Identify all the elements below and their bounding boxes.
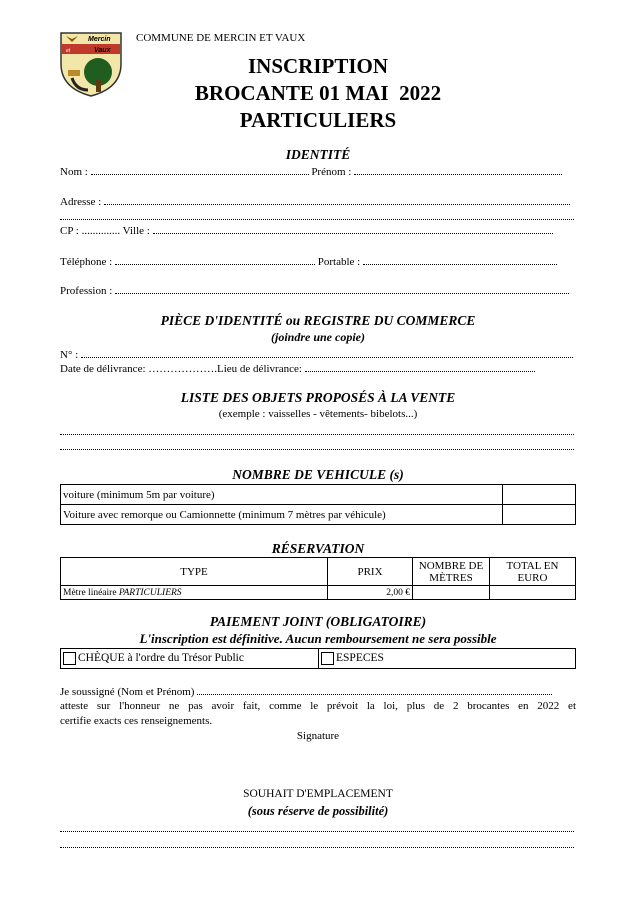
reservation-table [60, 557, 576, 600]
table-row [61, 485, 576, 505]
row-prix: 2,00 € [328, 586, 413, 600]
table-row [61, 649, 576, 669]
emplacement-line-1 [60, 822, 576, 835]
col-prix: PRIX [328, 558, 413, 586]
soussigne-field[interactable] [197, 685, 552, 695]
signature-label: Signature [296, 730, 340, 742]
title-particuliers: PARTICULIERS [239, 108, 397, 132]
telephone-row [60, 255, 576, 268]
adresse-row-2 [60, 210, 576, 223]
title-brocante: BROCANTE 01 MAI 2022 [194, 81, 442, 105]
nom-row [60, 165, 576, 178]
paiement-notice: L'inscription est définitive. Aucun remboursement ne sera possible [139, 631, 497, 646]
emplacement-subheading: (sous réserve de possibilité) [247, 804, 389, 818]
piece-subheading: (joindre une copie) [271, 330, 365, 344]
declaration-row [60, 685, 576, 698]
numero-field[interactable] [81, 348, 573, 358]
identite-heading: IDENTITÉ [285, 147, 351, 162]
vehicule-type-voiture: voiture (minimum 5m par voiture) [61, 485, 503, 505]
especes-label: ESPECES [336, 652, 384, 665]
row-type-prefix: Mètre linéaire [63, 587, 117, 598]
commune-logo [58, 30, 124, 98]
soussigne-label: Je soussigné (Nom et Prénom) [60, 686, 195, 698]
objets-example: (exemple : vaisselles - vêtements- bibelots...) [218, 408, 418, 420]
lieu-label: Lieu de délivrance: [217, 363, 302, 375]
date-label: Date de délivrance: [60, 363, 146, 375]
logo-text-et: et [66, 48, 71, 54]
lieu-field[interactable] [305, 362, 535, 372]
date-field[interactable]: ………………. [148, 363, 218, 375]
paiement-table [60, 648, 576, 669]
vehicule-type-remorque: Voiture avec remorque ou Camionnette (minimum 7 mètres par véhicule) [61, 505, 503, 525]
logo-text-mercin: Mercin [88, 36, 111, 43]
ville-label: Ville : [122, 225, 150, 237]
commune-name: COMMUNE DE MERCIN ET VAUX [136, 32, 306, 44]
row-type-particuliers: PARTICULIERS [118, 587, 182, 598]
delivrance-row [60, 362, 576, 375]
piece-heading: PIÈCE D'IDENTITÉ ou REGISTRE DU COMMERCE [160, 313, 476, 328]
profession-field[interactable] [115, 284, 569, 294]
paiement-heading: PAIEMENT JOINT (OBLIGATOIRE) [209, 614, 427, 629]
ville-field[interactable] [153, 224, 553, 234]
table-row [61, 505, 576, 525]
adresse-label: Adresse : [60, 196, 102, 208]
vehicule-count-remorque[interactable] [503, 505, 576, 525]
nom-field[interactable] [91, 165, 309, 175]
adresse-row [60, 195, 576, 208]
cp-ville-row [60, 224, 576, 237]
emplacement-heading: SOUHAIT D'EMPLACEMENT [243, 788, 393, 800]
numero-row [60, 348, 576, 361]
objets-line-1 [60, 425, 576, 438]
option-especes[interactable] [319, 649, 576, 669]
objets-line-2 [60, 440, 576, 453]
portable-field[interactable] [363, 255, 557, 265]
declaration-line-3: certifie exacts ces renseignements. [60, 715, 213, 727]
vehicule-count-voiture[interactable] [503, 485, 576, 505]
vehicule-heading: NOMBRE DE VEHICULE (s) [232, 467, 404, 482]
col-total: TOTAL EN EURO [490, 558, 576, 586]
declaration-line-2: atteste sur l'honneur ne pas avoir fait, comme le prévoit la loi, plus de 2 brocantes en 2022 et [60, 700, 576, 712]
emplacement-line-2 [60, 838, 576, 851]
prenom-label: Prénom : [311, 166, 352, 178]
emplacement-field-1[interactable] [60, 822, 574, 832]
especes-checkbox[interactable] [321, 652, 334, 665]
col-nombre-metres: NOMBRE DE MÈTRES [413, 558, 490, 586]
col-type: TYPE [61, 558, 328, 586]
objets-field-2[interactable] [60, 440, 574, 450]
numero-label: N° : [60, 349, 79, 361]
vehicule-table [60, 484, 576, 525]
cheque-label: CHÈQUE à l'ordre du Trésor Public [78, 652, 244, 665]
objets-heading: LISTE DES OBJETS PROPOSÉS À LA VENTE [180, 390, 456, 405]
title-inscription: INSCRIPTION [247, 54, 389, 78]
telephone-field[interactable] [115, 255, 315, 265]
row-total[interactable] [490, 586, 576, 600]
cp-label: CP : [60, 225, 79, 237]
telephone-label: Téléphone : [60, 256, 113, 268]
cheque-checkbox[interactable] [63, 652, 76, 665]
table-header-row [61, 558, 576, 586]
table-row [61, 586, 576, 600]
option-cheque[interactable] [61, 649, 319, 669]
row-nombre-metres[interactable] [413, 586, 490, 600]
logo-text-vaux: Vaux [94, 47, 111, 54]
profession-row [60, 284, 576, 297]
row-type [61, 586, 328, 600]
adresse-field-2[interactable] [60, 210, 574, 220]
prenom-field[interactable] [354, 165, 562, 175]
nom-label: Nom : [60, 166, 88, 178]
adresse-field[interactable] [104, 195, 570, 205]
portable-label: Portable : [317, 256, 361, 268]
profession-label: Profession : [60, 285, 113, 297]
reservation-heading: RÉSERVATION [271, 541, 365, 556]
objets-field-1[interactable] [60, 425, 574, 435]
cp-field[interactable]: .............. [81, 225, 121, 237]
emplacement-field-2[interactable] [60, 838, 574, 848]
